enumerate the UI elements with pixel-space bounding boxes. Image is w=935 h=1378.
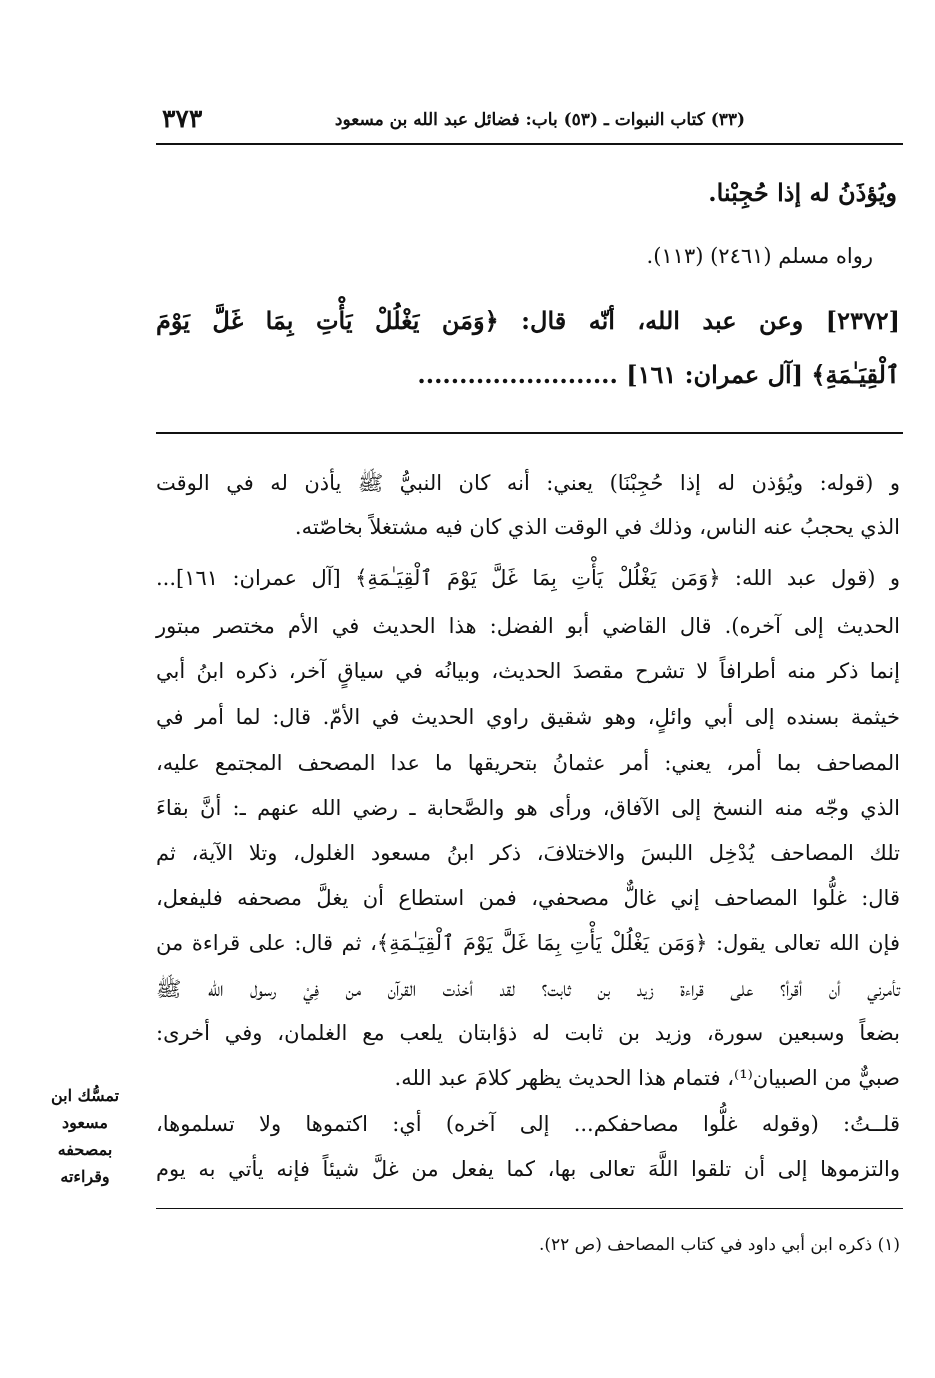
commentary-line: المصاحف بما أمر، يعني: أمر عثمانُ بتحريقها ما عدا المصحف المجتمع عليه، [156,751,900,775]
header-rule [156,143,903,145]
commentary-line: قال: غلُّوا المصاحف إني غالٌّ مصحفي، فمن استطاع أن يغلَّ مصحفه فليفعل، [156,886,900,910]
commentary-line: والتزموها إلى أن تلقوا اللَّهَ تعالى بها، كما يفعل من غلَّ شيئاً فإنه يأتي به يوم [156,1157,900,1181]
commentary-line: الذي يحجبُ عنه الناس، وذلك في الوقت الذي كان فيه مشتغلاً بخاصّته. [294,515,900,539]
hadith-line-2: رواه مسلم (٢٤٦١) (١١٣). [646,244,873,268]
commentary-line: فإن الله تعالى يقول: ﴿وَمَن يَغْلُلْ يَأْتِ بِمَا غَلَّ يَوْمَ ٱلْقِيَـٰمَةِ﴾، ثم قال: على قراءة من [156,931,900,955]
hadith-line-1: ويُؤذَنُ له إذا حُجِبْنا. [708,178,897,207]
commentary-line: الذي وجّه منه النسخ إلى الآفاق، ورأى هو والصَّحابة ـ رضي الله عنهم ـ: أنَّ بقاءَ [156,796,900,820]
footnote: (١) ذكره ابن أبي داود في كتاب المصاحف (ص ٢٢). [538,1235,900,1255]
hadith-line-3: [٢٣٧٢] وعن عبد الله، أنّه قال: ﴿وَمَن يَغْلُلْ يَأْتِ بِمَا غَلَّ يَوْمَ [156,306,900,335]
footnote-rule [156,1208,903,1209]
section-rule [156,432,903,434]
commentary-line: الحديث إلى آخره). قال القاضي أبو الفضل: هذا الحديث في الأم مختصر مبتور [156,614,900,638]
margin-note-line: تمسُّك ابن [50,1086,120,1105]
commentary-line: تلك المصاحف يُدْخِل اللبسَ والاختلافَ، ذكر ابنُ مسعود الغلول، وتلا الآية، ثم [156,841,900,865]
commentary-line: خيثمة بسنده إلى أبي وائلٍ، وهو شقيق راوي الحديث في الأمّ. قال: لما أمر في [156,705,900,729]
hadith-line-4: ٱلْقِيَـٰمَةِ﴾ [آل عمران: ١٦١] ........................ [417,360,900,389]
margin-note-line: وقراءته [60,1167,110,1186]
commentary-line: تأمرني أن أقرأ؟ على قراءة زيد بن ثابت؟ لقد أخذت القرآن من فِيْ رسول الله ﷺ [156,977,900,1001]
commentary-line: بضعاً وسبعين سورة، وزيد بن ثابت له ذؤابتان يلعب مع الغلمان، وفي أخرى: [156,1021,900,1045]
margin-note [30,1082,140,1190]
commentary-line: إنما ذكر منه أطرافاً لا تشرح مقصدَ الحديث، وبيانُه في سياقٍ آخر، ذكره ابنُ أبي [156,659,900,683]
commentary-line: و (قوله: ويُؤذن له إذا حُجِبْنَا) يعني: أنه كان النبيُّ ﷺ يأذن له في الوقت [156,471,900,495]
running-title: (٣٣) كتاب النبوات ـ (٥٣) باب: فضائل عبد الله بن مسعود [334,110,746,130]
commentary-line: صبيٌّ من الصبيان⁽¹⁾، فتمام هذا الحديث يظهر كلامَ عبد الله. [394,1066,900,1090]
commentary-line: قلــتُ: (وقوله غلُّوا مصاحفكم... إلى آخره) أي: اكتموها ولا تسلموها، [156,1112,900,1136]
margin-note-line: مسعود [62,1113,108,1132]
page-number: ٣٧٣ [162,104,203,133]
margin-note-line: بمصحفه [57,1140,113,1159]
commentary-line: و (قول عبد الله: ﴿وَمَن يَغْلُلْ يَأْتِ بِمَا غَلَّ يَوْمَ ٱلْقِيَـٰمَةِ﴾ [آل عمران: ١٦١]... [156,566,900,590]
